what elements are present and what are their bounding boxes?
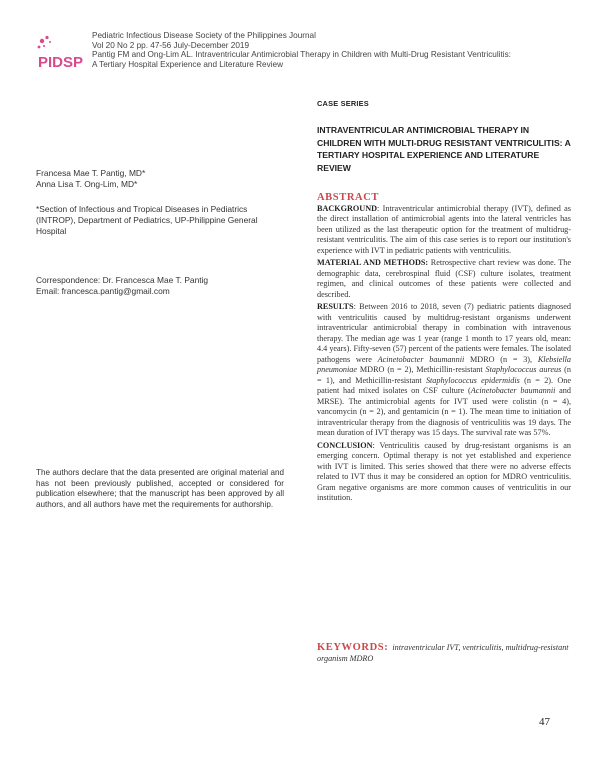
- background-text: : Intraventricular antimicrobial therapy (IVT), defined as the direct installation of antimicrobial agents into the lateral ventricles has been utilized as the last therapeutic option for the treatment of multidrug-resistant ventriculitis. The aim of this case series is to report our institution's experience with IVT in pediatric patients with ventriculitis.: [317, 203, 571, 255]
- affiliation: *Section of Infectious and Tropical Diseases in Pediatrics (INTROP), Department of Pediatrics, UP-Philippine General Hospital: [36, 204, 258, 236]
- conclusion-label: CONCLUSION: [317, 440, 373, 450]
- organism-name: Acinetobacter baumannii: [470, 386, 556, 395]
- correspondence: Correspondence: Dr. Francesca Mae T. Pantig: [36, 275, 209, 285]
- journal-volume: Vol 20 No 2 pp. 47-56 July-December 2019: [92, 40, 250, 50]
- abstract-heading: ABSTRACT: [317, 192, 379, 203]
- author-2: Anna Lisa T. Ong-Lim, MD*: [36, 178, 138, 189]
- organism-name: Staphylococcus aureus: [485, 365, 562, 374]
- abstract-results: [317, 302, 571, 439]
- keywords: [317, 643, 571, 664]
- abstract-background: [317, 204, 571, 257]
- page-number: 47: [539, 716, 550, 728]
- organism-name: Klebsiella pneumoniae: [317, 354, 572, 374]
- results-text: MDRO (n = 2), Methicillin-resistant: [357, 365, 486, 374]
- author-list: [36, 168, 284, 190]
- citation-line-1: Pantig FM and Ong-Lim AL. Intraventricular Antimicrobial Therapy in Children with Multi-Drug Resistant Ventriculitis:: [92, 50, 511, 60]
- abstract: [317, 193, 571, 506]
- results-text: and MRSE). The antimicrobial agents for IVT used were colistin (n = 4), vancomycin (n = 2), and gentamicin (n = 1). The mean time to initiation of intraventricular therapy from the diagnosis of ventriculitis was 19 days. The mean duration of IVT therapy was 15 days. The survival rate was 57%.: [317, 386, 571, 437]
- section-label: CASE SERIES: [317, 99, 369, 108]
- keywords-text: intraventricular IVT, ventriculitis, multidrug-resistant organism MDRO: [317, 643, 569, 663]
- keywords-heading: KEYWORDS:: [317, 642, 389, 653]
- methods-text: Retrospective chart review was done. The demographic data, cerebrospinal fluid (CSF) culture isolates, treatment regimen, and clinical outcomes of these patients were collected and described.: [317, 258, 572, 299]
- email: Email: francesca.pantig@gmail.com: [36, 285, 170, 296]
- background-label: BACKGROUND: [317, 203, 378, 213]
- methods-label: MATERIAL AND METHODS:: [317, 258, 429, 267]
- citation-line-2: A Tertiary Hospital Experience and Literature Review: [92, 59, 283, 69]
- journal-header: [92, 31, 562, 69]
- results-text: MDRO (n = 3),: [464, 354, 538, 364]
- results-text: (n = 2). One patient had mixed isolates on CSF culture (: [317, 375, 572, 395]
- journal-name: Pediatric Infectious Disease Society of the Philippines Journal: [92, 31, 316, 40]
- correspondence-block: [36, 275, 284, 297]
- declaration: The authors declare that the data presented are original material and has not been previously published, accepted or considered for publication elsewhere; that the manuscript has been approved by all authors, and all authors have met the requirements for authorship.: [36, 468, 284, 509]
- organism-name: Acinetobacter baumannii: [377, 354, 465, 364]
- pidsp-logo: [36, 34, 86, 72]
- results-text: : Between 2016 to 2018, seven (7) pediatric patients diagnosed with ventriculitis caused by multidrug-resistant organisms underwent intraventricular antimicrobial therapy in combination with intravenous therapy. The median age was 1 year (range 1 month to 17 years old, mean: 4.4 years). Fifty-seven (57) percent of the patients were females. The isolated pathogens were: [317, 302, 571, 364]
- results-text: (n = 1), and Methicillin-resistant: [317, 365, 571, 385]
- author-1: Francesa Mae T. Pantig, MD*: [36, 168, 146, 178]
- results-label: RESULTS: [317, 302, 354, 311]
- abstract-methods: [317, 258, 571, 300]
- organism-name: Staphylococcus epidermidis: [425, 375, 520, 385]
- conclusion-text: : Ventriculitis caused by drug-resistant organisms is an emerging concern. Optimal therapy is not yet established and experience with IVT is limited. This series showed that there were no adverse effects related to IVT thus it may be considered an option for MDRO ventriculitis. Gram negative organisms are more common causes of ventriculitis in our institution.: [317, 440, 571, 502]
- logo-text: PIDSP: [38, 54, 84, 71]
- abstract-conclusion: [317, 441, 571, 504]
- article-title: INTRAVENTRICULAR ANTIMICROBIAL THERAPY IN CHILDREN WITH MULTI-DRUG RESISTANT VENTRICULITIS: A TERTIARY HOSPITAL EXPERIENCE AND LITERATURE REVIEW: [317, 125, 571, 173]
